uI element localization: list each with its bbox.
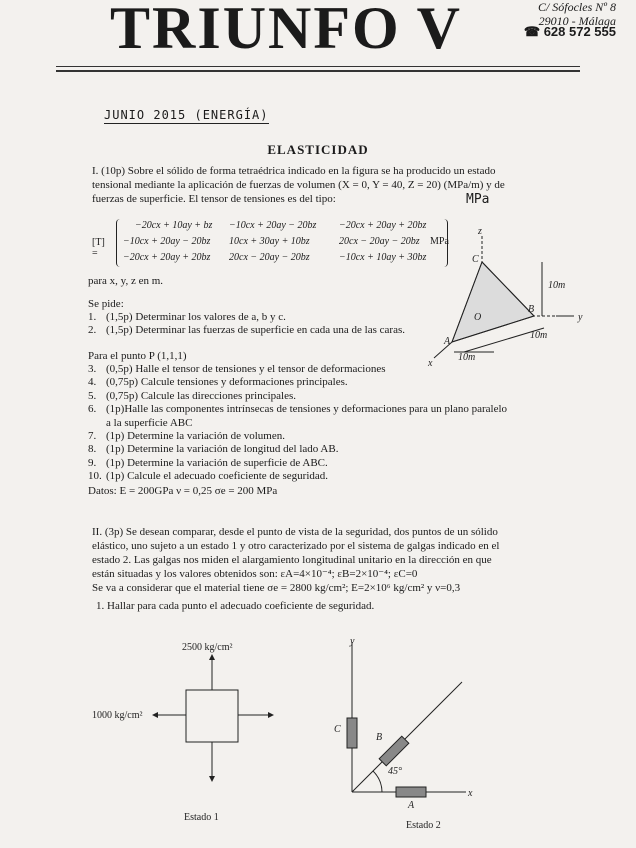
arrowhead-top [209,654,215,660]
tensor-cell: −20cx + 10ay + bz [135,220,213,231]
problem2-line: II. (3p) Se desean comparar, desde el punto de vista de la seguridad, dos puntos de un sólido [92,526,498,538]
section-title: ELASTICIDAD [267,142,369,157]
arrowhead-left [152,712,158,718]
items-list-b [88,363,507,484]
label-c: C [472,254,479,265]
dim-label-2: 10m [530,330,548,341]
arrowhead-right [268,712,274,718]
estado1-figure [86,638,276,828]
problem2-text [92,525,562,595]
list-item: 8. (1p) Determine la variación de longitud del lado AB. [88,443,339,456]
tensor-cell: 20cx − 20ay − 20bz [339,236,420,247]
top-load-label: 2500 kg/cm² [182,642,233,653]
left-load-label: 1000 kg/cm² [92,710,143,721]
tensor-cell: 20cx − 20ay − 20bz [229,252,310,263]
tensor-matrix [116,219,448,267]
problem1-intro [92,164,562,206]
se-pide: Se pide: [88,298,124,310]
list-item: 7. (1p) Determine la variación de volumen. [88,430,285,443]
tetrahedron-figure [424,224,604,370]
problem2-line: estado 2. Las galgas nos miden el alargamiento longitudinal unitario en la dirección en que [92,554,492,566]
handwritten-unit: MPa [466,192,490,207]
header-rule-bottom [56,70,580,72]
label-a: A [408,800,415,811]
list-item: 1. (1,5p) Determinar los valores de a, b y c. [88,311,286,323]
list-item: 3. (0,5p) Halle el tensor de tensiones y el tensor de deformaciones [88,363,386,375]
label-x: x [468,788,473,799]
list-item: 4. (0,75p) Calcule tensiones y deformaciones principales. [88,376,348,389]
list-item: 6. (1p)Halle las componentes intrínsecas de tensiones y deformaciones para un plano paralelo [88,403,508,416]
estado2-caption: Estado 2 [406,820,441,831]
list-item: 9. (1p) Determine la variación de superficie de ABC. [88,456,328,469]
handwritten-date: JUNIO 2015 (ENERGÍA) [104,108,269,122]
address-line-2: 29010 - Málaga [538,14,616,28]
tensor-cell: −10cx + 10ay + 30bz [339,252,427,263]
intro-line: tensional mediante la aplicación de fuerzas de volumen (X = 0, Y = 40, Z = 20) (MPa/m) y de [92,179,505,191]
tensor-cell: −20cx + 20ay + 20bz [339,220,427,231]
gauge-c [347,718,357,748]
diagonal-axis [352,682,462,792]
label-c: C [334,724,341,735]
label-z: z [478,226,482,237]
intro-line: I. (10p) Sobre el sólido de forma tetraédrica indicado en la figura se ha producido un estado [92,165,496,177]
para-punto: Para el punto P (1,1,1) [88,350,187,362]
label-a: A [444,336,451,347]
estado1-caption: Estado 1 [184,812,219,823]
tensor-cell: −10cx + 20ay − 20bz [123,236,211,247]
label-b: B [528,304,535,315]
list-item: 5. (0,75p) Calcule las direcciones principales. [88,389,296,402]
element-square [186,690,238,742]
problem2-line: están situadas y los valores obtenidos son: εA=4×10⁻⁴; εB=2×10⁻⁴; εC=0 [92,568,418,580]
datos-line: Datos: E = 200GPa ν = 0,25 σe = 200 MPa [88,485,278,497]
label-o: O [474,312,482,323]
arrowhead-bottom [209,776,215,782]
list-item: 2. (1,5p) Determinar las fuerzas de superficie en cada una de las caras. [88,324,405,337]
angle-label: 45° [388,766,402,777]
tensor-cell: −20cx + 20ay + 20bz [123,252,211,263]
problem2-line: Se va a considerar que el material tiene σe = 2800 kg/cm²; E=2×10⁶ kg/cm² y ν=0,3 [92,582,461,594]
address-line-1: C/ Sófocles Nº 8 [537,0,616,14]
header-rule-top [56,66,580,67]
tensor-label: [T] = [92,237,105,259]
list-item: a la superficie ABC [106,416,193,429]
estado2-figure [326,636,486,836]
label-b: B [376,732,383,743]
label-y: y [578,312,583,323]
list-item: 10. (1p) Calcule el adecuado coeficiente de seguridad. [88,470,329,483]
tensor-unit: MPa [430,236,449,247]
items-list-a [88,311,405,338]
problem2-line: elástico, uno sujeto a un estado 1 y otro caracterizado por el sistema de galgas indicado en el [92,540,500,552]
gauge-b [379,736,409,766]
dim-label-1: 10m [548,280,566,291]
dim-label-3: 10m [458,352,476,363]
tensor-cell: 10cx + 30ay + 10bz [229,236,310,247]
gauge-a [396,787,426,797]
phone-number: ☎ 628 572 555 [523,24,616,39]
problem2-item: 1. Hallar para cada punto el adecuado coeficiente de seguridad. [96,600,375,612]
angle-arc [373,771,382,792]
label-y: y [350,636,355,647]
label-x: x [428,358,433,369]
para-text: para x, y, z en m. [88,275,164,287]
brand-title: TRIUNFO V [110,0,462,61]
intro-line: fuerzas de superficie. El tensor de tensiones es del tipo: [92,193,336,205]
tensor-cell: −10cx + 20ay − 20bz [229,220,317,231]
